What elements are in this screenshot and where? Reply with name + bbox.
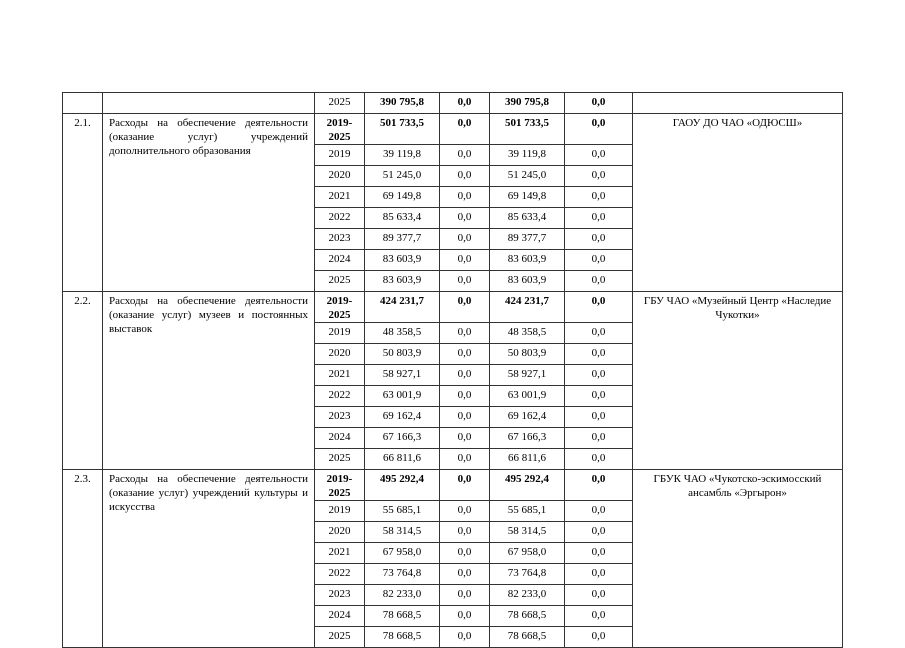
- federal-cell: 0,0: [440, 386, 490, 407]
- table-row: [63, 93, 843, 114]
- year-cell: 2025: [315, 93, 365, 114]
- year-cell: 2019: [315, 323, 365, 344]
- other-cell: 0,0: [565, 501, 633, 522]
- regional-cell: 58 927,1: [490, 365, 565, 386]
- federal-cell: 0,0: [440, 522, 490, 543]
- other-cell: 0,0: [565, 407, 633, 428]
- federal-cell: 0,0: [440, 229, 490, 250]
- period-cell: [315, 114, 365, 145]
- regional-cell: 78 668,5: [490, 627, 565, 648]
- other-cell: 0,0: [565, 522, 633, 543]
- other-cell: 0,0: [565, 449, 633, 470]
- year-cell: 2023: [315, 585, 365, 606]
- regional-cell: 83 603,9: [490, 271, 565, 292]
- regional-cell: 67 958,0: [490, 543, 565, 564]
- total-cell: 55 685,1: [365, 501, 440, 522]
- year-cell: 2019: [315, 145, 365, 166]
- regional-cell: 63 001,9: [490, 386, 565, 407]
- federal-cell: 0,0: [440, 250, 490, 271]
- federal-cell: 0,0: [440, 585, 490, 606]
- other-cell: 0,0: [565, 344, 633, 365]
- period-total-cell: 501 733,5: [365, 114, 440, 145]
- period-regional-cell: 424 231,7: [490, 292, 565, 323]
- regional-cell: 73 764,8: [490, 564, 565, 585]
- period-cell: [315, 292, 365, 323]
- year-cell: 2025: [315, 271, 365, 292]
- other-cell: 0,0: [565, 208, 633, 229]
- federal-cell: 0,0: [440, 543, 490, 564]
- period-total-cell: 424 231,7: [365, 292, 440, 323]
- regional-cell: 83 603,9: [490, 250, 565, 271]
- regional-cell: 89 377,7: [490, 229, 565, 250]
- period-label: 2019- 2025: [326, 473, 353, 499]
- other-cell: 0,0: [565, 365, 633, 386]
- item-index: 2.3.: [63, 470, 103, 648]
- period-other-cell: 0,0: [565, 114, 633, 145]
- regional-cell: 66 811,6: [490, 449, 565, 470]
- year-cell: 2022: [315, 564, 365, 585]
- other-cell: 0,0: [565, 585, 633, 606]
- federal-cell: 0,0: [440, 606, 490, 627]
- total-cell: 78 668,5: [365, 606, 440, 627]
- regional-cell: 69 149,8: [490, 187, 565, 208]
- year-cell: 2023: [315, 229, 365, 250]
- other-cell: 0,0: [565, 145, 633, 166]
- item-description: Расходы на обеспечение деятельности (оказание услуг) учреждений культуры и искусства: [103, 470, 315, 648]
- item-index: 2.1.: [63, 114, 103, 292]
- total-cell: 73 764,8: [365, 564, 440, 585]
- total-cell: 67 958,0: [365, 543, 440, 564]
- total-cell: 58 927,1: [365, 365, 440, 386]
- federal-cell: 0,0: [440, 187, 490, 208]
- other-cell: 0,0: [565, 166, 633, 187]
- total-cell: 390 795,8: [365, 93, 440, 114]
- other-cell: 0,0: [565, 93, 633, 114]
- item-index: 2.2.: [63, 292, 103, 470]
- total-cell: 83 603,9: [365, 271, 440, 292]
- year-cell: 2022: [315, 386, 365, 407]
- year-cell: 2024: [315, 606, 365, 627]
- year-cell: 2021: [315, 543, 365, 564]
- regional-cell: 51 245,0: [490, 166, 565, 187]
- federal-cell: 0,0: [440, 166, 490, 187]
- federal-cell: 0,0: [440, 449, 490, 470]
- total-cell: 85 633,4: [365, 208, 440, 229]
- other-cell: 0,0: [565, 271, 633, 292]
- federal-cell: 0,0: [440, 407, 490, 428]
- other-cell: 0,0: [565, 250, 633, 271]
- period-federal-cell: 0,0: [440, 114, 490, 145]
- item-description: Расходы на обеспечение деятельности (оказание услуг) музеев и постоянных выставок: [103, 292, 315, 470]
- other-cell: 0,0: [565, 187, 633, 208]
- regional-cell: 50 803,9: [490, 344, 565, 365]
- period-federal-cell: 0,0: [440, 292, 490, 323]
- description-cell: [103, 93, 315, 114]
- period-regional-cell: 495 292,4: [490, 470, 565, 501]
- year-cell: 2023: [315, 407, 365, 428]
- federal-cell: 0,0: [440, 145, 490, 166]
- period-other-cell: 0,0: [565, 470, 633, 501]
- year-cell: 2025: [315, 449, 365, 470]
- year-cell: 2020: [315, 522, 365, 543]
- federal-cell: 0,0: [440, 501, 490, 522]
- regional-cell: 67 166,3: [490, 428, 565, 449]
- other-cell: 0,0: [565, 543, 633, 564]
- total-cell: 67 166,3: [365, 428, 440, 449]
- executor-name: ГБУ ЧАО «Музейный Центр «Наследие Чукотки»: [633, 292, 843, 470]
- year-cell: 2021: [315, 365, 365, 386]
- federal-cell: 0,0: [440, 365, 490, 386]
- total-cell: 69 162,4: [365, 407, 440, 428]
- item-description: Расходы на обеспечение деятельности (оказание услуг) учреждений дополнительного образования: [103, 114, 315, 292]
- regional-cell: 85 633,4: [490, 208, 565, 229]
- other-cell: 0,0: [565, 323, 633, 344]
- total-cell: 50 803,9: [365, 344, 440, 365]
- federal-cell: 0,0: [440, 627, 490, 648]
- other-cell: 0,0: [565, 428, 633, 449]
- regional-cell: 69 162,4: [490, 407, 565, 428]
- other-cell: 0,0: [565, 627, 633, 648]
- federal-cell: 0,0: [440, 428, 490, 449]
- executor-name: ГАОУ ДО ЧАО «ОДЮСШ»: [633, 114, 843, 292]
- period-cell: [315, 470, 365, 501]
- total-cell: 78 668,5: [365, 627, 440, 648]
- total-cell: 51 245,0: [365, 166, 440, 187]
- year-cell: 2021: [315, 187, 365, 208]
- total-cell: 39 119,8: [365, 145, 440, 166]
- federal-cell: 0,0: [440, 271, 490, 292]
- period-total-cell: 495 292,4: [365, 470, 440, 501]
- period-other-cell: 0,0: [565, 292, 633, 323]
- other-cell: 0,0: [565, 564, 633, 585]
- year-cell: 2020: [315, 344, 365, 365]
- regional-cell: 39 119,8: [490, 145, 565, 166]
- year-cell: 2022: [315, 208, 365, 229]
- federal-cell: 0,0: [440, 344, 490, 365]
- other-cell: 0,0: [565, 229, 633, 250]
- table-row: [63, 114, 843, 145]
- budget-table: [62, 92, 843, 648]
- regional-cell: 78 668,5: [490, 606, 565, 627]
- regional-cell: 55 685,1: [490, 501, 565, 522]
- regional-cell: 390 795,8: [490, 93, 565, 114]
- total-cell: 83 603,9: [365, 250, 440, 271]
- total-cell: 48 358,5: [365, 323, 440, 344]
- total-cell: 66 811,6: [365, 449, 440, 470]
- period-federal-cell: 0,0: [440, 470, 490, 501]
- total-cell: 69 149,8: [365, 187, 440, 208]
- federal-cell: 0,0: [440, 564, 490, 585]
- executor-cell: [633, 93, 843, 114]
- year-cell: 2020: [315, 166, 365, 187]
- row-index-cell: [63, 93, 103, 114]
- regional-cell: 58 314,5: [490, 522, 565, 543]
- period-regional-cell: 501 733,5: [490, 114, 565, 145]
- regional-cell: 82 233,0: [490, 585, 565, 606]
- regional-cell: 48 358,5: [490, 323, 565, 344]
- federal-cell: 0,0: [440, 208, 490, 229]
- table-row: [63, 470, 843, 501]
- year-cell: 2024: [315, 250, 365, 271]
- total-cell: 89 377,7: [365, 229, 440, 250]
- period-label: 2019- 2025: [326, 295, 353, 321]
- total-cell: 63 001,9: [365, 386, 440, 407]
- period-label: 2019- 2025: [326, 117, 353, 143]
- other-cell: 0,0: [565, 386, 633, 407]
- year-cell: 2019: [315, 501, 365, 522]
- other-cell: 0,0: [565, 606, 633, 627]
- table-body: [63, 93, 843, 648]
- federal-cell: 0,0: [440, 93, 490, 114]
- federal-cell: 0,0: [440, 323, 490, 344]
- total-cell: 82 233,0: [365, 585, 440, 606]
- year-cell: 2025: [315, 627, 365, 648]
- total-cell: 58 314,5: [365, 522, 440, 543]
- executor-name: ГБУК ЧАО «Чукотско-эскимосский ансамбль «Эргырон»: [633, 470, 843, 648]
- year-cell: 2024: [315, 428, 365, 449]
- table-row: [63, 292, 843, 323]
